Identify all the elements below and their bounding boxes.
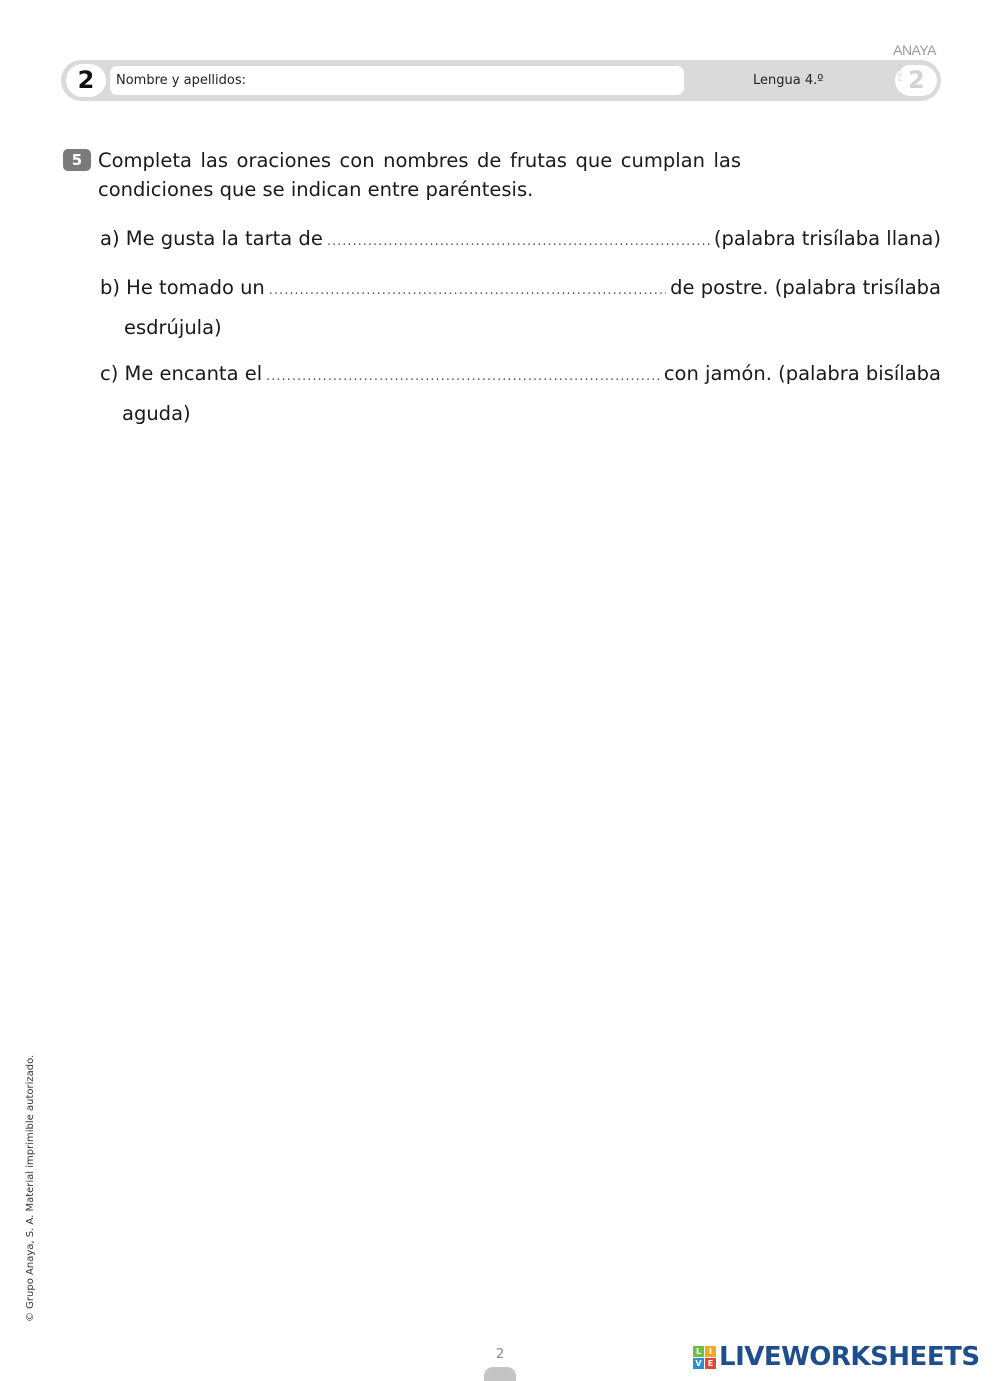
logo-letter-i: I — [705, 1346, 716, 1357]
name-field-label: Nombre y apellidos: — [116, 73, 247, 88]
exercise-statement: Completa las oraciones con nombres de frutas que cumplan las condiciones que se indican entre paréntesis. — [98, 149, 741, 201]
exercise-item-b — [100, 273, 941, 343]
publisher-logo: ANAYA — [893, 42, 936, 58]
exercise-number-badge: 5 — [63, 149, 91, 171]
page-tab — [484, 1367, 516, 1381]
item-a-answer-blank[interactable] — [327, 227, 710, 257]
item-b-continuation: esdrújula) — [124, 316, 222, 339]
liveworksheets-wordmark: LIVEWORKSHEETS — [719, 1342, 980, 1372]
logo-letter-l: L — [693, 1346, 704, 1357]
unit-number-badge: 2 — [66, 64, 106, 97]
item-b-before: b) He tomado un — [100, 276, 265, 299]
exercise-item-c — [100, 359, 941, 429]
liveworksheets-icon — [693, 1346, 716, 1369]
subject-label: Lengua 4.º — [753, 73, 824, 88]
ficha-number: 2 — [908, 66, 925, 94]
ficha-label: FICHA — [898, 63, 904, 81]
logo-letter-v: V — [693, 1358, 704, 1369]
page-number: 2 — [495, 1347, 505, 1362]
item-c-answer-blank[interactable] — [266, 362, 660, 392]
exercise-items — [100, 224, 941, 429]
item-c-before: c) Me encanta el — [100, 362, 263, 385]
exercise-item-a — [100, 224, 941, 257]
item-c-continuation: aguda) — [122, 402, 191, 425]
item-b-after: de postre. (palabra trisílaba — [670, 276, 941, 299]
logo-letter-e: E — [705, 1358, 716, 1369]
copyright-notice: © Grupo Anaya, S. A. Material imprimible autorizado. — [25, 1054, 36, 1322]
item-c-after: con jamón. (palabra bisílaba — [663, 362, 941, 385]
liveworksheets-logo[interactable] — [693, 1344, 980, 1370]
item-b-answer-blank[interactable] — [269, 276, 666, 306]
ficha-badge — [895, 65, 937, 96]
worksheet-header — [61, 60, 941, 101]
item-a-before: a) Me gusta la tarta de — [100, 227, 323, 250]
student-name-field[interactable] — [110, 66, 684, 95]
item-a-after: (palabra trisílaba llana) — [713, 227, 941, 250]
